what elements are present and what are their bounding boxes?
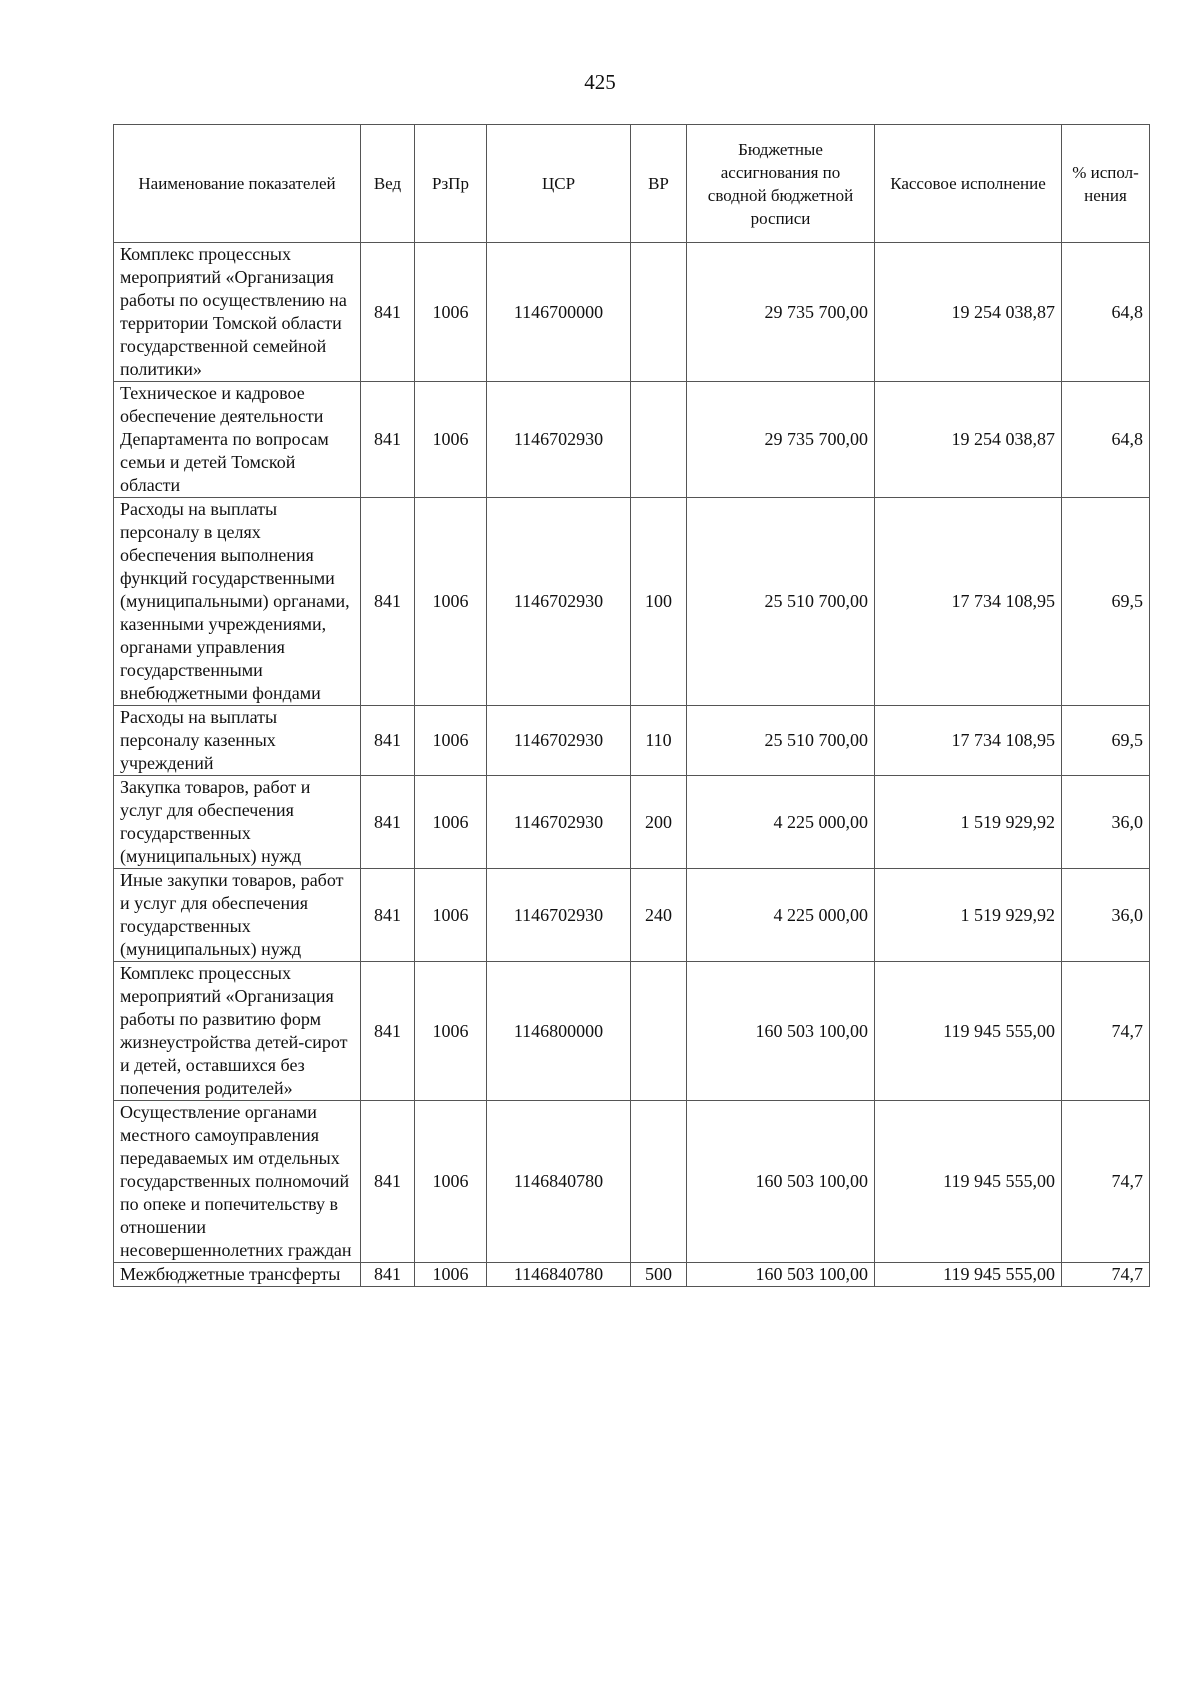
row-vr: 240: [631, 869, 687, 962]
row-vr: 500: [631, 1263, 687, 1287]
row-csr: 1146702930: [487, 869, 631, 962]
row-percent: 64,8: [1062, 243, 1150, 382]
row-assignments: 160 503 100,00: [687, 962, 875, 1101]
row-cash-execution: 1 519 929,92: [875, 776, 1062, 869]
header-csr: ЦСР: [487, 125, 631, 243]
row-name: Закупка товаров, работ и услуг для обеспечения государственных (муниципальных) нужд: [114, 776, 361, 869]
row-ved: 841: [361, 243, 415, 382]
row-vr: 110: [631, 706, 687, 776]
table-row: [114, 1263, 1150, 1287]
row-percent: 64,8: [1062, 382, 1150, 498]
page-number: 425: [584, 70, 616, 94]
header-ved: Вед: [361, 125, 415, 243]
row-rzpr: 1006: [415, 1263, 487, 1287]
row-csr: 1146840780: [487, 1101, 631, 1263]
table-row: [114, 243, 1150, 382]
row-assignments: 160 503 100,00: [687, 1101, 875, 1263]
row-ved: 841: [361, 1101, 415, 1263]
row-percent: 74,7: [1062, 962, 1150, 1101]
row-vr: [631, 243, 687, 382]
table-row: [114, 706, 1150, 776]
header-vr: ВР: [631, 125, 687, 243]
row-vr: 100: [631, 498, 687, 706]
row-csr: 1146702930: [487, 498, 631, 706]
row-cash-execution: 19 254 038,87: [875, 243, 1062, 382]
header-percent-execution: % испол-нения: [1062, 125, 1150, 243]
row-cash-execution: 17 734 108,95: [875, 498, 1062, 706]
row-csr: 1146800000: [487, 962, 631, 1101]
table-row: [114, 962, 1150, 1101]
row-name: Осуществление органами местного самоуправления передаваемых им отдельных государственных полномочий по опеке и попечительству в отношении несовершеннолетних граждан: [114, 1101, 361, 1263]
table-row: [114, 498, 1150, 706]
row-cash-execution: 119 945 555,00: [875, 962, 1062, 1101]
row-ved: 841: [361, 382, 415, 498]
row-rzpr: 1006: [415, 1101, 487, 1263]
row-name: Комплекс процессных мероприятий «Организация работы по осуществлению на территории Томской области государственной семейной политики»: [114, 243, 361, 382]
row-cash-execution: 1 519 929,92: [875, 869, 1062, 962]
row-assignments: 160 503 100,00: [687, 1263, 875, 1287]
row-assignments: 4 225 000,00: [687, 869, 875, 962]
budget-execution-table: [113, 124, 1150, 1287]
row-csr: 1146702930: [487, 382, 631, 498]
row-name: Расходы на выплаты персоналу в целях обеспечения выполнения функций государственными (муниципальными) органами, казенными учреждениями, органами управления государственными внебюджетными фондами: [114, 498, 361, 706]
table-header-row: [114, 125, 1150, 243]
row-ved: 841: [361, 706, 415, 776]
row-rzpr: 1006: [415, 498, 487, 706]
row-assignments: 25 510 700,00: [687, 706, 875, 776]
header-assignments: Бюджетные ассигнования по сводной бюджетной росписи: [687, 125, 875, 243]
row-vr: [631, 1101, 687, 1263]
row-ved: 841: [361, 776, 415, 869]
row-name: Комплекс процессных мероприятий «Организация работы по развитию форм жизнеустройства детей-сирот и детей, оставшихся без попечения родителей»: [114, 962, 361, 1101]
row-percent: 36,0: [1062, 776, 1150, 869]
row-ved: 841: [361, 962, 415, 1101]
table-row: [114, 382, 1150, 498]
row-assignments: 25 510 700,00: [687, 498, 875, 706]
row-assignments: 29 735 700,00: [687, 243, 875, 382]
row-ved: 841: [361, 1263, 415, 1287]
row-name: Техническое и кадровое обеспечение деятельности Департамента по вопросам семьи и детей Томской области: [114, 382, 361, 498]
row-csr: 1146702930: [487, 776, 631, 869]
row-csr: 1146840780: [487, 1263, 631, 1287]
row-cash-execution: 17 734 108,95: [875, 706, 1062, 776]
row-assignments: 29 735 700,00: [687, 382, 875, 498]
row-cash-execution: 19 254 038,87: [875, 382, 1062, 498]
row-cash-execution: 119 945 555,00: [875, 1263, 1062, 1287]
row-rzpr: 1006: [415, 243, 487, 382]
header-cash-execution: Кассовое исполнение: [875, 125, 1062, 243]
row-csr: 1146700000: [487, 243, 631, 382]
row-rzpr: 1006: [415, 706, 487, 776]
row-percent: 74,7: [1062, 1263, 1150, 1287]
row-rzpr: 1006: [415, 776, 487, 869]
row-vr: [631, 382, 687, 498]
row-csr: 1146702930: [487, 706, 631, 776]
row-assignments: 4 225 000,00: [687, 776, 875, 869]
row-rzpr: 1006: [415, 962, 487, 1101]
row-name: Расходы на выплаты персоналу казенных учреждений: [114, 706, 361, 776]
table-row: [114, 869, 1150, 962]
row-cash-execution: 119 945 555,00: [875, 1101, 1062, 1263]
header-name: Наименование показателей: [114, 125, 361, 243]
row-ved: 841: [361, 869, 415, 962]
row-ved: 841: [361, 498, 415, 706]
row-vr: [631, 962, 687, 1101]
row-percent: 69,5: [1062, 498, 1150, 706]
row-percent: 69,5: [1062, 706, 1150, 776]
row-rzpr: 1006: [415, 869, 487, 962]
header-rzpr: РзПр: [415, 125, 487, 243]
row-percent: 36,0: [1062, 869, 1150, 962]
row-name: Иные закупки товаров, работ и услуг для обеспечения государственных (муниципальных) нужд: [114, 869, 361, 962]
table-row: [114, 776, 1150, 869]
row-percent: 74,7: [1062, 1101, 1150, 1263]
row-vr: 200: [631, 776, 687, 869]
row-rzpr: 1006: [415, 382, 487, 498]
table-row: [114, 1101, 1150, 1263]
row-name: Межбюджетные трансферты: [114, 1263, 361, 1287]
